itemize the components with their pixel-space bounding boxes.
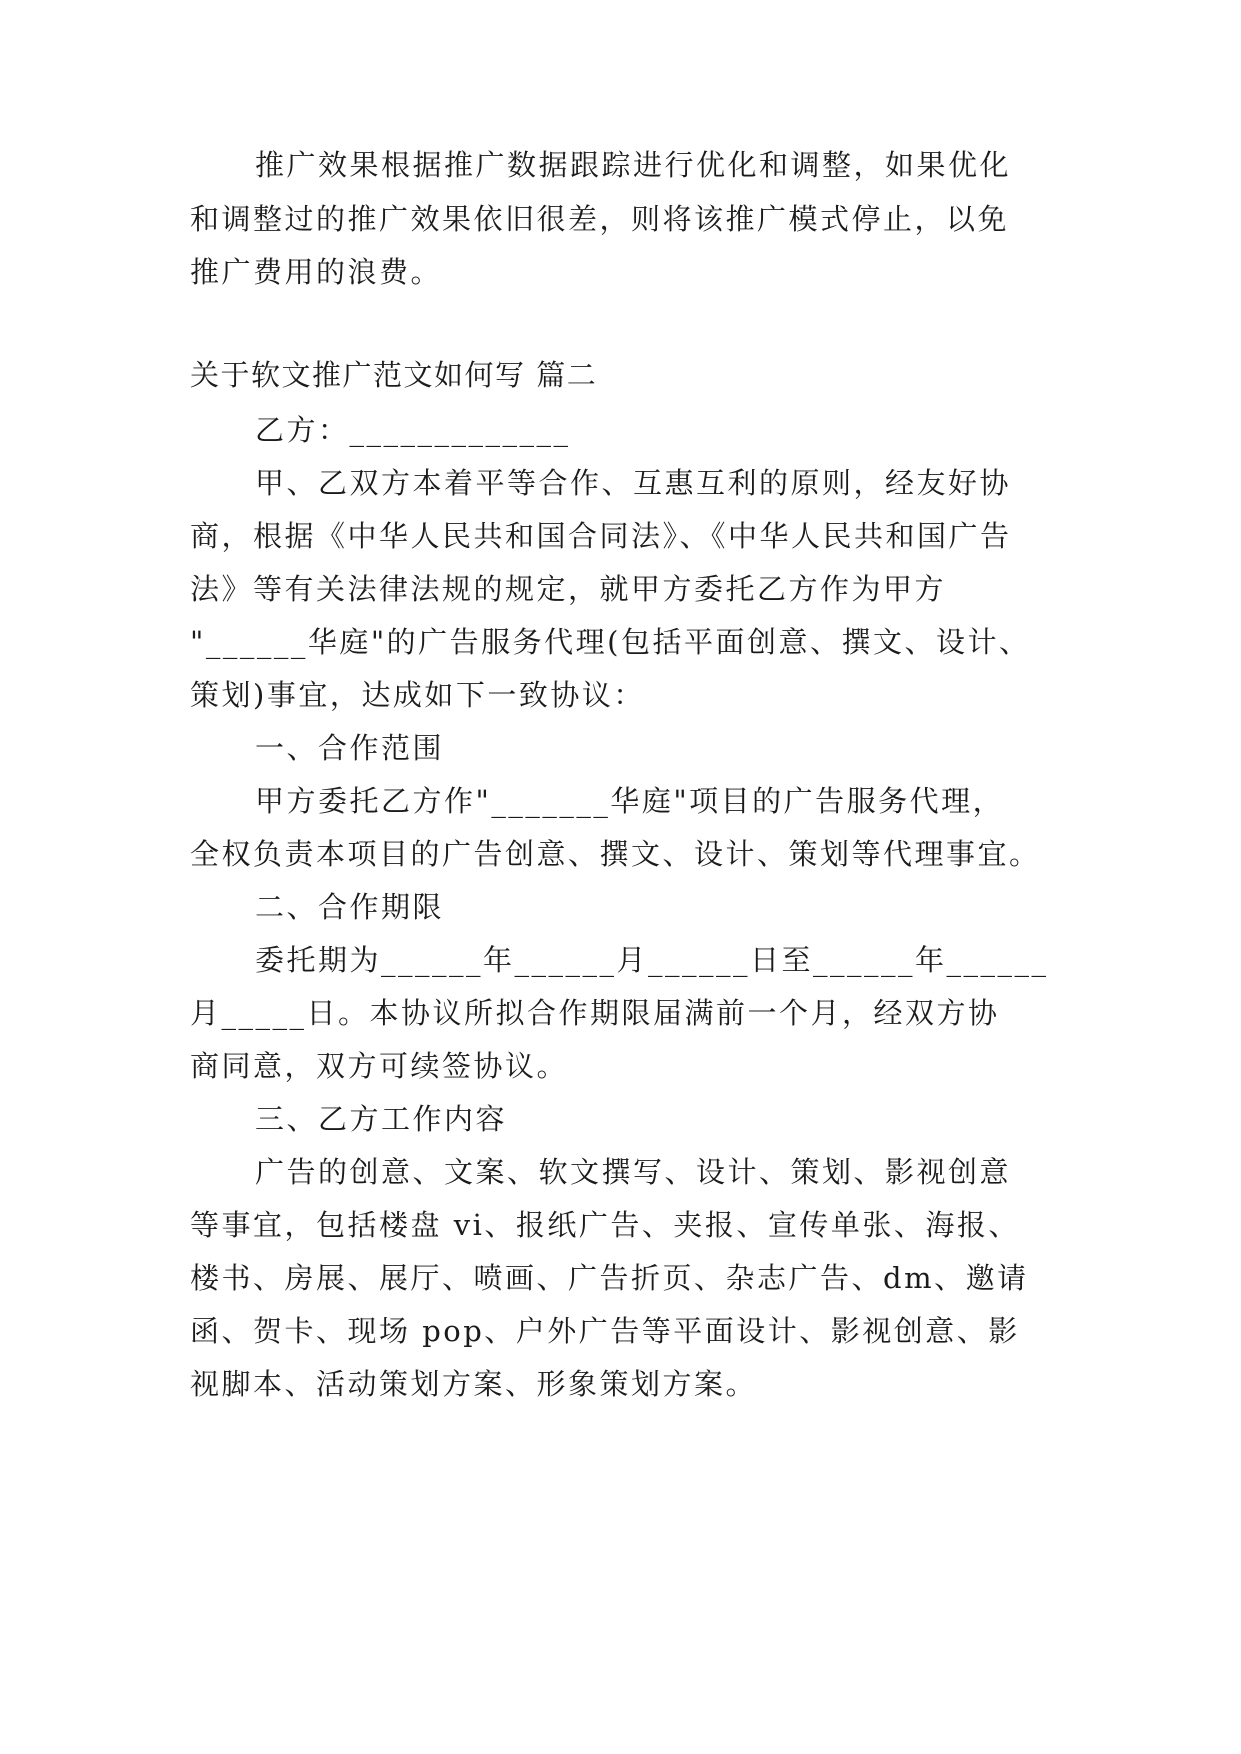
intro-paragraph-line: 推广费用的浪费。 bbox=[190, 255, 443, 289]
clause-3-heading: 三、乙方工作内容 bbox=[255, 1102, 508, 1136]
clause-1-heading: 一、合作范围 bbox=[255, 731, 445, 765]
clause-3-body-line: 楼书、房展、展厅、喷画、广告折页、杂志广告、dm、邀请 bbox=[190, 1261, 1029, 1295]
clause-3-body-line: 函、贺卡、现场 pop、户外广告等平面设计、影视创意、影 bbox=[190, 1314, 1020, 1348]
clause-2-body-line: 月_____日。本协议所拟合作期限届满前一个月，经双方协 bbox=[190, 996, 1000, 1030]
intro-paragraph-line: 推广效果根据推广数据跟踪进行优化和调整，如果优化 bbox=[255, 148, 1012, 182]
preamble-line: 商，根据《中华人民共和国合同法》、《中华人民共和国广告 bbox=[190, 519, 1012, 553]
section-title: 关于软文推广范文如何写 篇二 bbox=[190, 358, 598, 392]
preamble-line: 法》等有关法律法规的规定，就甲方委托乙方作为甲方 bbox=[190, 572, 947, 606]
clause-3-body-line: 视脚本、活动策划方案、形象策划方案。 bbox=[190, 1367, 758, 1401]
clause-2-body-line: 商同意，双方可续签协议。 bbox=[190, 1049, 569, 1083]
preamble-line: "______华庭"的广告服务代理(包括平面创意、撰文、设计、 bbox=[190, 625, 1031, 659]
preamble-line: 策划)事宜，达成如下一致协议： bbox=[190, 678, 645, 712]
clause-3-body-line: 等事宜，包括楼盘 vi、报纸广告、夹报、宣传单张、海报、 bbox=[190, 1208, 1020, 1242]
clause-1-body-line: 甲方委托乙方作"_______华庭"项目的广告服务代理， bbox=[255, 784, 1005, 818]
party-b-line: 乙方：_____________ bbox=[255, 413, 571, 447]
clause-2-body-line: 委托期为______年______月______日至______年______ bbox=[255, 943, 1049, 977]
clause-1-body-line: 全权负责本项目的广告创意、撰文、设计、策划等代理事宜。 bbox=[190, 837, 1041, 871]
clause-2-heading: 二、合作期限 bbox=[255, 890, 445, 924]
preamble-line: 甲、乙双方本着平等合作、互惠互利的原则，经友好协 bbox=[255, 466, 1012, 500]
intro-paragraph-line: 和调整过的推广效果依旧很差，则将该推广模式停止，以免 bbox=[190, 202, 1010, 236]
clause-3-body-line: 广告的创意、文案、软文撰写、设计、策划、影视创意 bbox=[255, 1155, 1012, 1189]
